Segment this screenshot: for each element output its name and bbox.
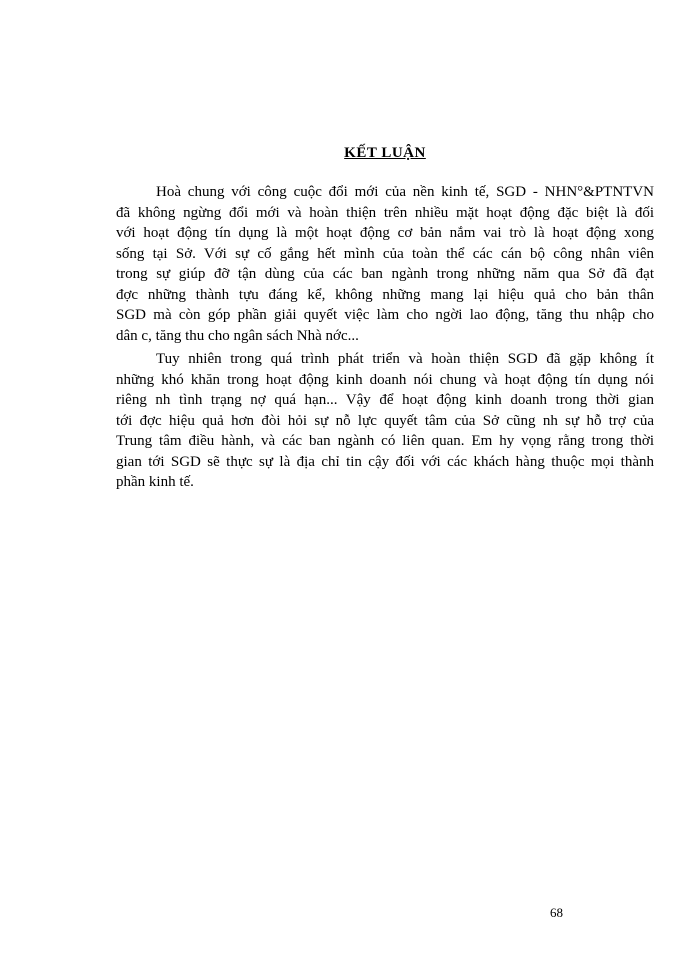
paragraph-1 [116, 182, 654, 346]
paragraph-1-line: Hoà chung với công cuộc đổi mới của nền kinh tế, SGD - NHN°&PTNTVN [156, 184, 654, 200]
page-title: KẾT LUẬN [344, 145, 426, 161]
paragraph-1-line: đợc những thành tựu đáng kể, không những mang lại hiệu quả cho bản thân [116, 286, 654, 303]
paragraph-2 [116, 349, 654, 493]
paragraph-1-line: sống tại Sở. Với sự cố gắng hết mình của toàn thể các cán bộ công nhân viên [116, 245, 654, 262]
paragraph-1-line: với hoạt động tín dụng là một hoạt động cơ bản nắm vai trò là hoạt động xong [116, 225, 654, 241]
paragraph-2-line: Tuy nhiên trong quá trình phát triển và hoàn thiện SGD đã gặp không ít [156, 351, 654, 367]
paragraph-2-line: tới đợc hiệu quả hơn đòi hỏi sự nỗ lực quyết tâm của Sở cũng nh sự hỗ trợ của [116, 412, 654, 429]
paragraph-2-line: phần kinh tế. [116, 474, 194, 490]
paragraph-2-line: những khó khăn trong hoạt động kinh doanh nói chung và hoạt động tín dụng nói [116, 371, 654, 388]
paragraph-2-line: riêng nh tình trạng nợ quá hạn... Vậy để hoạt động kinh doanh trong thời gian [116, 392, 654, 408]
paragraph-1-line: trong sự giúp đỡ tận dùng của các ban ngành trong những năm qua Sở đã đạt [116, 266, 654, 282]
paragraph-2-line: Trung tâm điều hành, và các ban ngành có liên quan. Em hy vọng rằng trong thời [116, 433, 654, 449]
paragraph-2-line: gian tới SGD sẽ thực sự là địa chỉ tin cậy đối với các khách hàng thuộc mọi thành [116, 453, 654, 470]
paragraph-1-line: đã không ngừng đổi mới và hoàn thiện trên nhiều mặt hoạt động đặc biệt là đối [116, 204, 654, 221]
page-number: 68 [550, 905, 563, 920]
paragraph-1-line: SGD mà còn góp phần giải quyết việc làm cho ngời lao động, tăng thu nhập cho [116, 307, 654, 323]
paragraph-1-line: dân c, tăng thu cho ngân sách Nhà nớc... [116, 327, 359, 344]
